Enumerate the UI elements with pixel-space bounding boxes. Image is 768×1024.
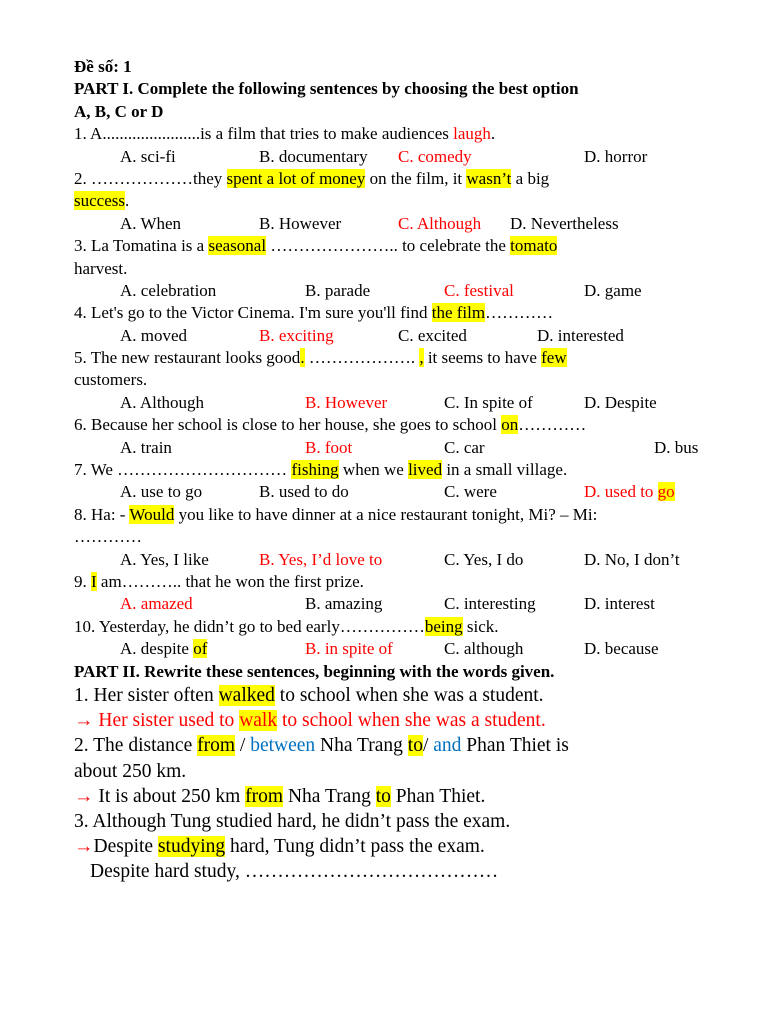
question-5-cont: customers. (74, 370, 148, 390)
rewrite-1-answer: → Her sister used to walk to school when she was a student. (74, 710, 546, 732)
question-8-cont: ………… (74, 527, 142, 547)
arrow-right-icon: → (74, 785, 94, 807)
option-b: B. parade (305, 280, 371, 300)
question-7: 7. We ………………………… fishing when we lived in a small village. (74, 460, 568, 480)
question-2-cont: success. (74, 191, 130, 211)
question-10: 10. Yesterday, he didn’t go to bed early……………being sick. (74, 616, 499, 636)
option-c: C. were (444, 482, 497, 502)
option-b-answer: B. Yes, I’d love to (259, 549, 383, 569)
option-b: B. used to do (259, 482, 349, 502)
question-6-options (74, 437, 714, 459)
question-9-options (74, 593, 714, 615)
part1-instruction: PART I. Complete the following sentences by choosing the best option (74, 79, 579, 99)
part1-instruction-cont: A, B, C or D (74, 101, 164, 121)
question-2-options (74, 213, 714, 235)
question-2: 2. ………………they spent a lot of money on the film, it wasn’t a big (74, 168, 550, 188)
option-c-answer: C. festival (444, 280, 514, 300)
option-b-answer: B. exciting (259, 325, 334, 345)
option-a: A. moved (120, 325, 188, 345)
option-d: D. No, I don’t (584, 549, 680, 569)
option-d-answer: D. used to go (584, 482, 675, 502)
option-b: B. documentary (259, 146, 368, 166)
option-a: A. despite of (120, 639, 208, 659)
question-6: 6. Because her school is close to her house, she goes to school on………… (74, 415, 587, 435)
option-d: D. Nevertheless (510, 213, 619, 233)
option-c: C. In spite of (444, 392, 533, 412)
question-3: 3. La Tomatina is a seasonal ………………….. to celebrate the tomato (74, 236, 558, 256)
option-b-answer: B. foot (305, 437, 353, 457)
question-9: 9. I am……….. that he won the first prize. (74, 571, 364, 591)
option-a: A. When (120, 213, 182, 233)
option-c: C. Yes, I do (444, 549, 524, 569)
option-d: D. game (584, 280, 642, 300)
rewrite-2-answer: → It is about 250 km from Nha Trang to Phan Thiet. (74, 785, 486, 807)
question-4-options (74, 325, 714, 347)
option-b-answer: B. However (305, 392, 388, 412)
option-c: C. car (444, 437, 485, 457)
option-c: C. although (444, 639, 524, 659)
option-c: C. interesting (444, 594, 536, 614)
option-b-answer: B. in spite of (305, 639, 393, 659)
option-d: D. interested (537, 325, 624, 345)
question-4: 4. Let's go to the Victor Cinema. I'm sure you'll find the film………… (74, 303, 554, 323)
option-a: A. Yes, I like (120, 549, 209, 569)
option-c: C. excited (398, 325, 467, 345)
rewrite-2: 2. The distance from / between Nha Trang to/ and Phan Thiet is (74, 735, 569, 757)
question-7-options (74, 481, 714, 503)
option-c-answer: C. comedy (398, 146, 472, 166)
question-3-options (74, 280, 714, 302)
exam-title: Đề số: 1 (74, 57, 132, 76)
option-c-answer: C. Although (398, 213, 482, 233)
question-8-options (74, 549, 714, 571)
question-5: 5. The new restaurant looks good. ………………. , it seems to have few (74, 348, 567, 368)
question-5-options (74, 392, 714, 414)
rewrite-2-cont: about 250 km. (74, 760, 187, 782)
rewrite-3: 3. Although Tung studied hard, he didn’t pass the exam. (74, 810, 511, 832)
option-a: A. celebration (120, 280, 217, 300)
part2-instruction: PART II. Rewrite these sentences, beginning with the words given. (74, 661, 555, 681)
option-a: A. Although (120, 392, 205, 412)
option-a-answer: A. amazed (120, 594, 193, 614)
question-8: 8. Ha: - Would you like to have dinner at a nice restaurant tonight, Mi? – Mi: (74, 504, 598, 524)
option-d: D. because (584, 639, 659, 659)
question-1: 1. A.......................is a film that tries to make audiences laugh. (74, 124, 496, 144)
rewrite-1: 1. Her sister often walked to school when she was a student. (74, 684, 544, 706)
option-d: D. bus (654, 437, 699, 457)
option-b: B. amazing (305, 594, 383, 614)
rewrite-3-answer: →Despite studying hard, Tung didn’t pass the exam. (74, 836, 485, 858)
arrow-right-icon: → (74, 836, 94, 858)
worksheet (74, 56, 714, 884)
question-10-options (74, 638, 714, 660)
option-a: A. train (120, 437, 172, 457)
rewrite-3-alt-answer: Despite hard study, ………………………………… (90, 861, 499, 883)
option-a: A. use to go (120, 482, 203, 502)
question-1-options (74, 146, 714, 168)
question-3-cont: harvest. (74, 258, 128, 278)
option-d: D. horror (584, 146, 648, 166)
arrow-right-icon: → (74, 710, 94, 732)
option-d: D. interest (584, 594, 655, 614)
option-d: D. Despite (584, 392, 657, 412)
option-b: B. However (259, 213, 342, 233)
option-a: A. sci-fi (120, 146, 176, 166)
